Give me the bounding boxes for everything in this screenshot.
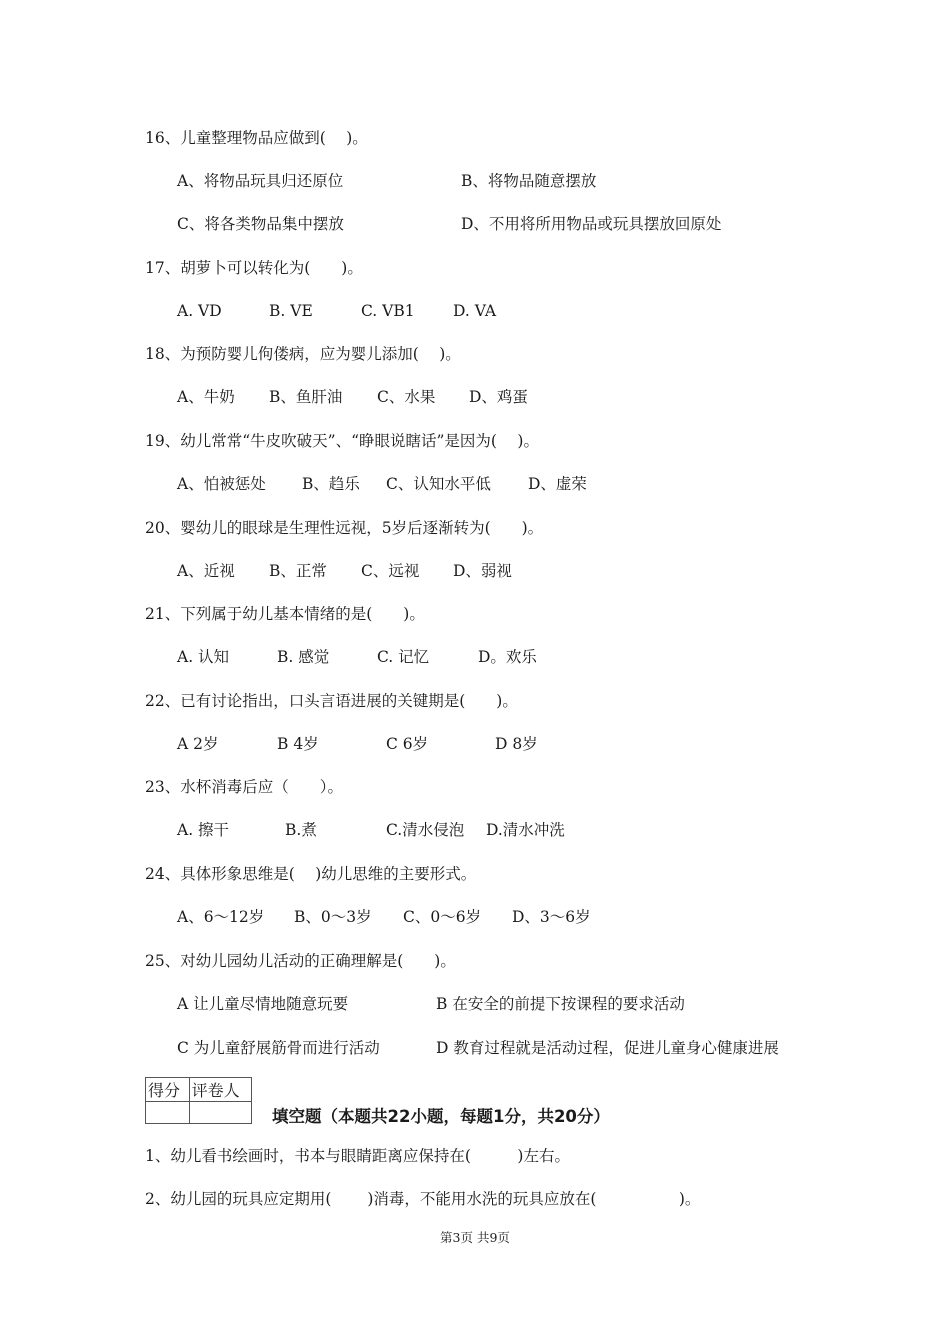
q18-option-b: B、鱼肝油	[269, 388, 343, 406]
q21-option-d: D。欢乐	[478, 648, 537, 666]
question-18: 18、为预防婴儿佝偻病，应为婴儿添加( )。	[145, 345, 461, 363]
q19-option-b: B、趋乐	[302, 475, 360, 493]
q18-option-c: C、水果	[377, 388, 436, 406]
q23-option-b: B.煮	[285, 821, 317, 839]
question-17: 17、胡萝卜可以转化为( )。	[145, 259, 363, 277]
q22-option-d: D 8岁	[495, 735, 538, 753]
q20-option-a: A、近视	[177, 562, 235, 580]
score-cell	[146, 1102, 190, 1124]
q23-option-c: C.清水侵泡	[386, 821, 465, 839]
q16-option-d: D、不用将所用物品或玩具摆放回原处	[461, 215, 722, 233]
q16-option-c: C、将各类物品集中摆放	[177, 215, 344, 233]
q17-option-c: C. VB1	[361, 302, 415, 320]
q18-option-a: A、牛奶	[177, 388, 235, 406]
q23-option-a: A. 擦干	[177, 821, 230, 839]
q25-option-c: C 为儿童舒展筋骨而进行活动	[177, 1039, 380, 1057]
q19-option-c: C、认知水平低	[386, 475, 491, 493]
q24-option-b: B、0～3岁	[294, 908, 372, 926]
grader-cell	[189, 1102, 251, 1124]
q25-option-d: D 教育过程就是活动过程，促进儿童身心健康进展	[436, 1039, 779, 1057]
question-24: 24、具体形象思维是( )幼儿思维的主要形式。	[145, 865, 477, 883]
fill-blank-1: 1、幼儿看书绘画时，书本与眼睛距离应保持在( )左右。	[145, 1147, 570, 1165]
question-21: 21、下列属于幼儿基本情绪的是( )。	[145, 605, 425, 623]
q21-option-c: C. 记忆	[377, 648, 430, 666]
score-label: 得分	[146, 1078, 190, 1102]
question-20: 20、婴幼儿的眼球是生理性远视，5岁后逐渐转为( )。	[145, 519, 544, 537]
fill-blank-2: 2、幼儿园的玩具应定期用( )消毒，不能用水洗的玩具应放在( )。	[145, 1190, 701, 1208]
q16-option-a: A、将物品玩具归还原位	[177, 172, 344, 190]
score-box	[145, 1077, 252, 1124]
q22-option-a: A 2岁	[177, 735, 219, 753]
q16-option-b: B、将物品随意摆放	[461, 172, 597, 190]
q17-option-b: B. VE	[269, 302, 313, 320]
q19-option-d: D、虚荣	[528, 475, 587, 493]
q25-option-a: A 让儿童尽情地随意玩要	[177, 995, 349, 1013]
q20-option-d: D、弱视	[453, 562, 512, 580]
question-25: 25、对幼儿园幼儿活动的正确理解是( )。	[145, 952, 456, 970]
q22-option-b: B 4岁	[277, 735, 319, 753]
q22-option-c: C 6岁	[386, 735, 429, 753]
q20-option-b: B、正常	[269, 562, 327, 580]
q24-option-a: A、6～12岁	[177, 908, 265, 926]
question-16: 16、儿童整理物品应做到( )。	[145, 129, 368, 147]
section-title: 填空题（本题共22小题，每题1分，共20分）	[272, 1107, 610, 1126]
q24-option-c: C、0～6岁	[403, 908, 482, 926]
q17-option-d: D. VA	[453, 302, 497, 320]
q19-option-a: A、怕被惩处	[177, 475, 266, 493]
q23-option-d: D.清水冲洗	[486, 821, 565, 839]
q17-option-a: A. VD	[177, 302, 222, 320]
q21-option-a: A. 认知	[177, 648, 230, 666]
question-22: 22、已有讨论指出，口头言语进展的关键期是( )。	[145, 692, 518, 710]
question-23: 23、水杯消毒后应（ ）。	[145, 778, 343, 796]
q25-option-b: B 在安全的前提下按课程的要求活动	[436, 995, 685, 1013]
q18-option-d: D、鸡蛋	[469, 388, 528, 406]
grader-label: 评卷人	[189, 1078, 251, 1102]
q21-option-b: B. 感觉	[277, 648, 330, 666]
question-19: 19、幼儿常常“牛皮吹破天”、“睁眼说瞎话”是因为( )。	[145, 432, 539, 450]
q20-option-c: C、远视	[361, 562, 420, 580]
page-footer: 第3页 共9页	[440, 1230, 510, 1245]
q24-option-d: D、3～6岁	[512, 908, 591, 926]
